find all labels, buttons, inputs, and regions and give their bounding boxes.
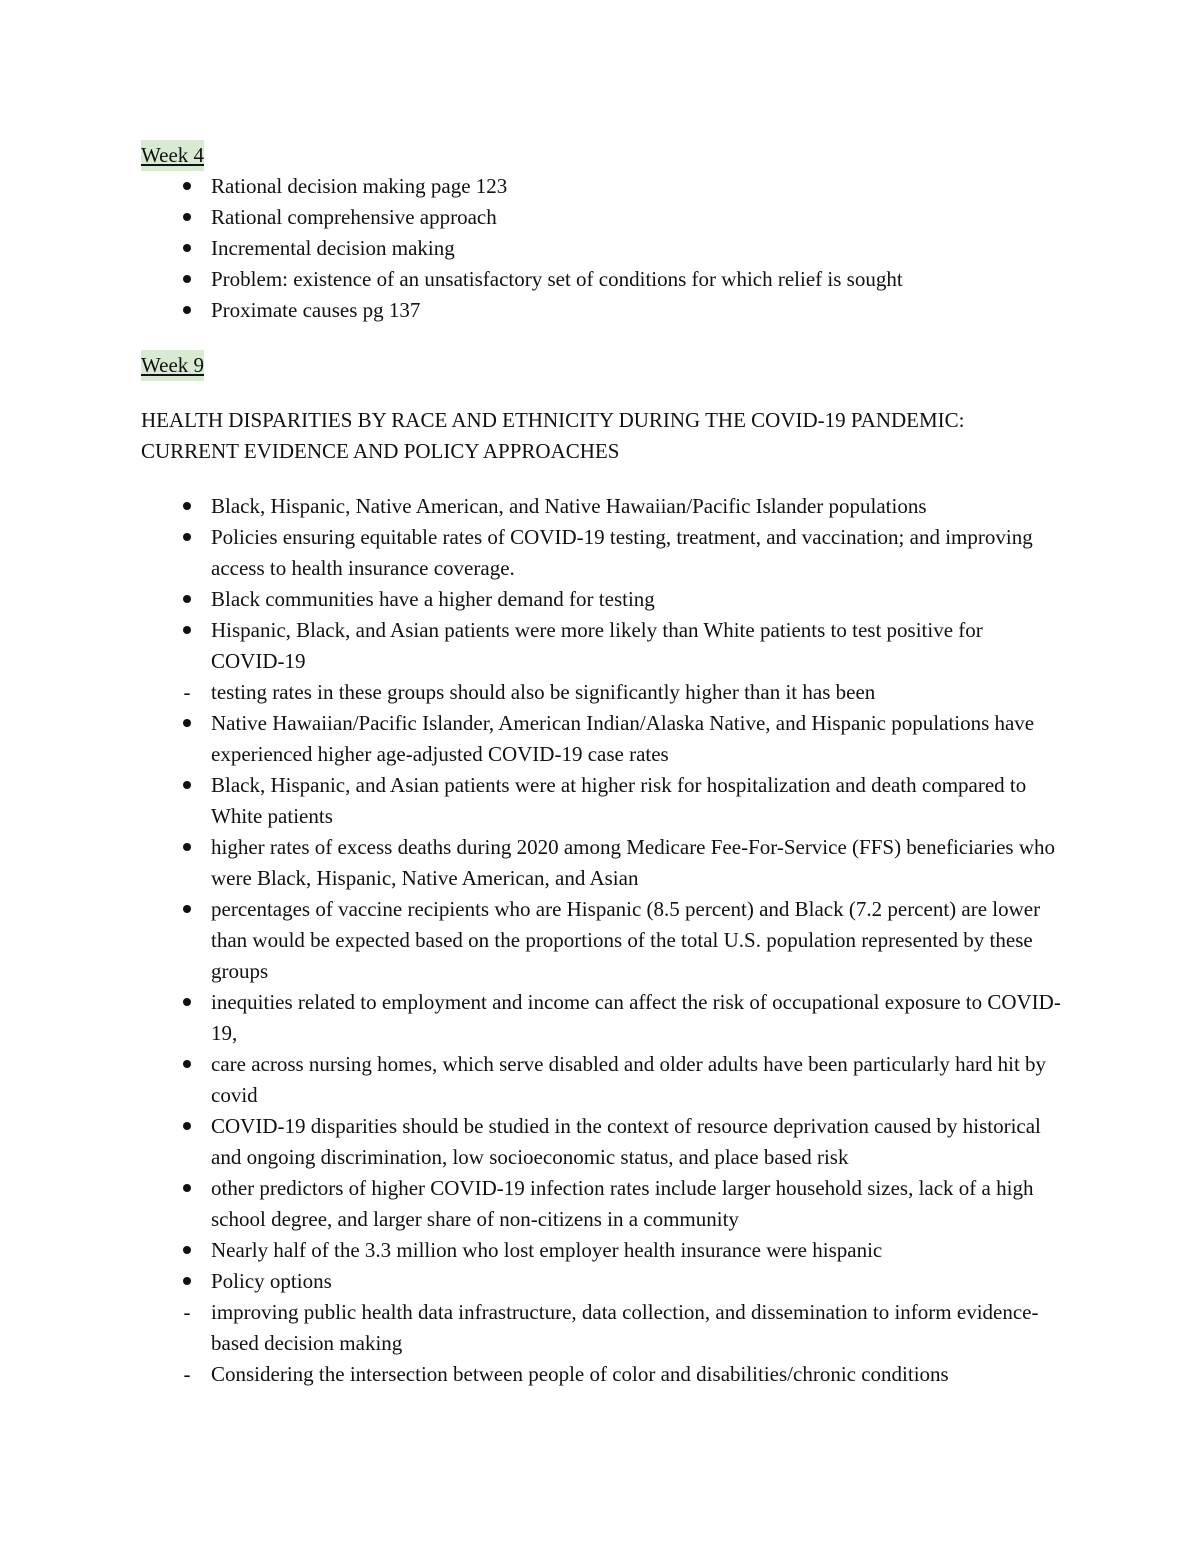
list-item xyxy=(141,171,1061,202)
list-item xyxy=(141,832,1061,894)
list-item xyxy=(141,584,1061,615)
list-item xyxy=(141,894,1061,987)
bullet-icon xyxy=(177,584,197,615)
list-item xyxy=(141,233,1061,264)
document-page xyxy=(141,140,1061,1390)
list-item xyxy=(141,1359,1061,1390)
dash-icon xyxy=(177,677,197,708)
list-item-text: Native Hawaiian/Pacific Islander, American Indian/Alaska Native, and Hispanic populations have experienced higher age-adjusted COVID-19 case rates xyxy=(211,711,1035,766)
list-item-text: Policy options xyxy=(211,1269,332,1293)
bullet-icon xyxy=(177,202,197,233)
list-item xyxy=(141,708,1061,770)
section-heading-row xyxy=(141,140,1061,171)
bullet-icon xyxy=(177,522,197,553)
bullet-icon xyxy=(177,832,197,863)
bullet-list xyxy=(141,491,1061,1390)
list-item xyxy=(141,770,1061,832)
list-item xyxy=(141,615,1061,677)
list-item xyxy=(141,264,1061,295)
bullet-icon xyxy=(177,615,197,646)
list-item-text: Rational comprehensive approach xyxy=(211,205,497,229)
list-item xyxy=(141,1235,1061,1266)
dash-icon xyxy=(177,1297,197,1328)
list-item-text: higher rates of excess deaths during 2020 among Medicare Fee-For-Service (FFS) beneficiaries who were Black, Hispanic, Native American, and Asian xyxy=(211,835,1055,890)
section-week-9 xyxy=(141,350,1061,1390)
bullet-icon xyxy=(177,1173,197,1204)
list-item xyxy=(141,677,1061,708)
list-item-text: improving public health data infrastructure, data collection, and dissemination to inform evidence- based decision making xyxy=(211,1300,1039,1355)
list-item xyxy=(141,1049,1061,1111)
list-item-text: testing rates in these groups should also be significantly higher than it has been xyxy=(211,680,876,704)
section-week-4 xyxy=(141,140,1061,326)
list-item-text: Incremental decision making xyxy=(211,236,455,260)
bullet-icon xyxy=(177,987,197,1018)
article-title: HEALTH DISPARITIES BY RACE AND ETHNICITY DURING THE COVID-19 PANDEMIC: CURRENT EVIDENCE AND POLICY APPROACHES xyxy=(141,408,965,463)
list-item-text: percentages of vaccine recipients who are Hispanic (8.5 percent) and Black (7.2 percent) are lower than would be expected based on the proportions of the total U.S. population represented by these groups xyxy=(211,897,1041,983)
list-item-text: Black, Hispanic, and Asian patients were at higher risk for hospitalization and death compared to White patients xyxy=(211,773,1027,828)
list-item-text: Nearly half of the 3.3 million who lost employer health insurance were hispanic xyxy=(211,1238,883,1262)
bullet-icon xyxy=(177,1235,197,1266)
list-item-text: Hispanic, Black, and Asian patients were more likely than White patients to test positive for COVID-19 xyxy=(211,618,983,673)
list-item xyxy=(141,295,1061,326)
list-item xyxy=(141,1173,1061,1235)
list-item xyxy=(141,1266,1061,1297)
dash-icon xyxy=(177,1359,197,1390)
list-item-text: Considering the intersection between people of color and disabilities/chronic conditions xyxy=(211,1362,949,1386)
bullet-list xyxy=(141,171,1061,326)
bullet-icon xyxy=(177,1049,197,1080)
bullet-icon xyxy=(177,491,197,522)
list-item-text: COVID-19 disparities should be studied in the context of resource deprivation caused by historical and ongoing discrimination, low socioeconomic status, and place based risk xyxy=(211,1114,1041,1169)
list-item-text: Problem: existence of an unsatisfactory set of conditions for which relief is sought xyxy=(211,267,903,291)
list-item-text: Black communities have a higher demand for testing xyxy=(211,587,655,611)
list-item xyxy=(141,1297,1061,1359)
bullet-icon xyxy=(177,1111,197,1142)
list-item-text: inequities related to employment and income can affect the risk of occupational exposure to COVID-19, xyxy=(211,990,1061,1045)
list-item-text: Black, Hispanic, Native American, and Native Hawaiian/Pacific Islander populations xyxy=(211,494,927,518)
bullet-icon xyxy=(177,1266,197,1297)
bullet-icon xyxy=(177,171,197,202)
list-item xyxy=(141,987,1061,1049)
list-item xyxy=(141,522,1061,584)
bullet-icon xyxy=(177,233,197,264)
list-item-text: care across nursing homes, which serve disabled and older adults have been particularly hard hit by covid xyxy=(211,1052,1047,1107)
list-item xyxy=(141,202,1061,233)
list-item xyxy=(141,491,1061,522)
list-item-text: Policies ensuring equitable rates of COVID-19 testing, treatment, and vaccination; and improving access to health insurance coverage. xyxy=(211,525,1033,580)
section-heading: Week 4 xyxy=(141,140,204,171)
list-item xyxy=(141,1111,1061,1173)
bullet-icon xyxy=(177,264,197,295)
bullet-icon xyxy=(177,894,197,925)
list-item-text: Rational decision making page 123 xyxy=(211,174,508,198)
bullet-icon xyxy=(177,295,197,326)
section-heading: Week 9 xyxy=(141,350,204,381)
list-item-text: other predictors of higher COVID-19 infection rates include larger household sizes, lack of a high school degree, and larger share of non-citizens in a community xyxy=(211,1176,1034,1231)
bullet-icon xyxy=(177,770,197,801)
section-heading-row xyxy=(141,350,1061,381)
bullet-icon xyxy=(177,708,197,739)
list-item-text: Proximate causes pg 137 xyxy=(211,298,421,322)
